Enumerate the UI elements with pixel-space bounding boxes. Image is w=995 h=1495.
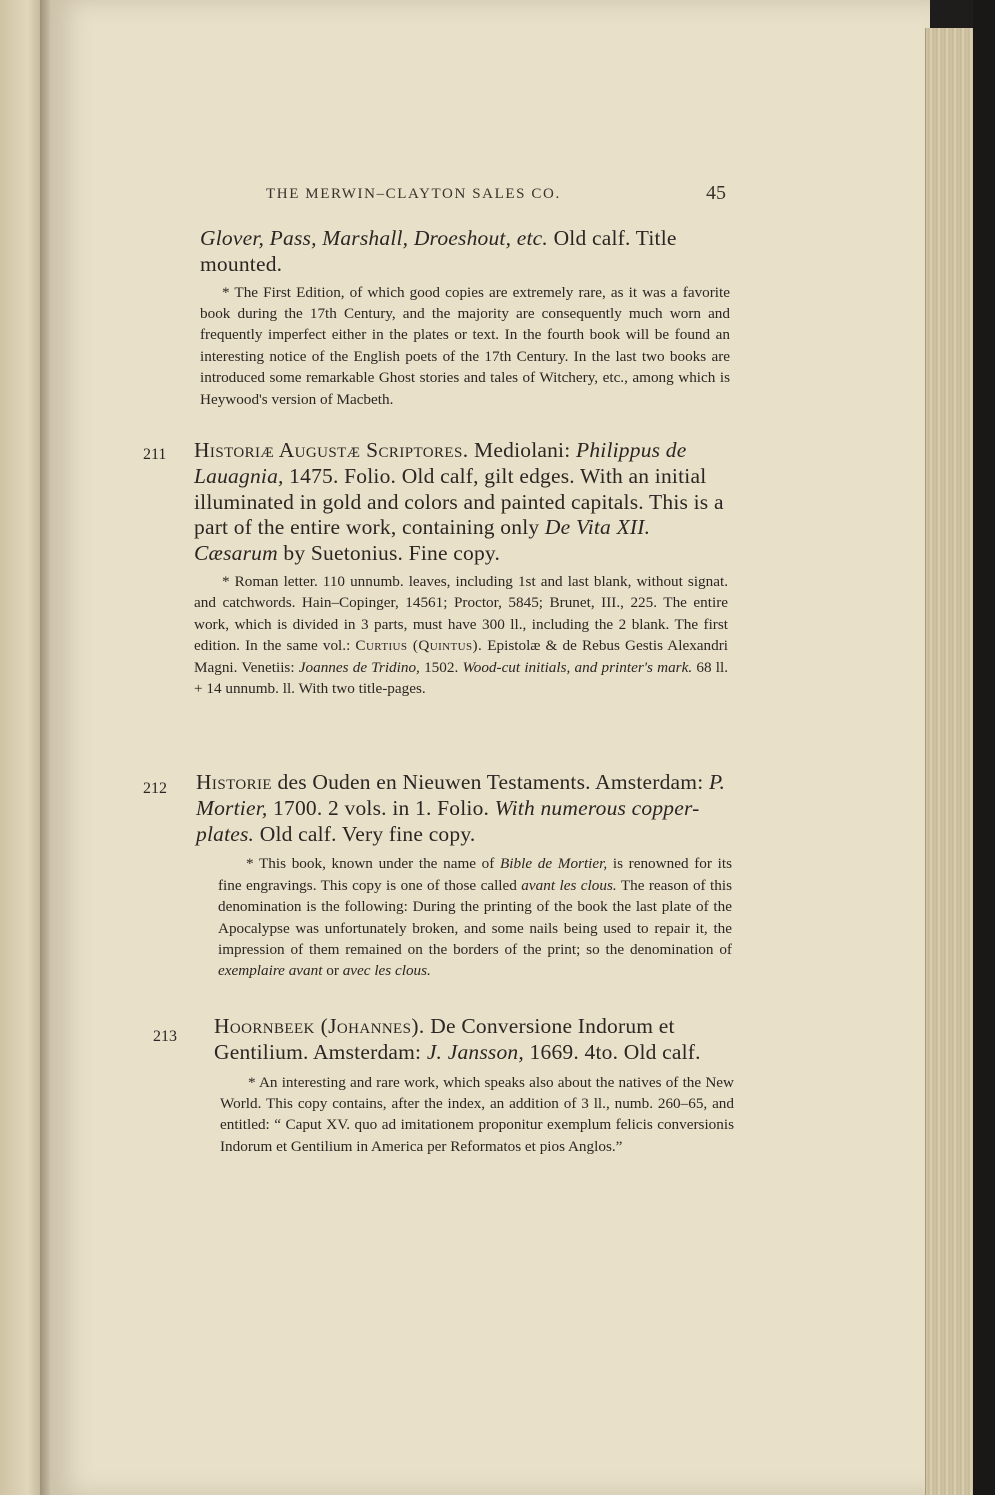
lot-213-number: 213 <box>153 1028 177 1045</box>
page-number: 45 <box>706 182 726 204</box>
lot-213-description: Hoornbeek (Johannes). De Conversione Indorum et Gentilium. Amsterdam: J. Jansson, 1669. 4to. Old calf. <box>214 1014 701 1064</box>
background-edge <box>973 0 995 1495</box>
lot-212 <box>196 770 732 982</box>
lot-210-continuation <box>200 226 730 410</box>
lot-212-number: 212 <box>143 780 167 797</box>
lot-211-number: 211 <box>143 446 167 463</box>
lot-212-note: * This book, known under the name of Bible de Mortier, is renowned for its fine engravings. This copy is one of those called avant les clous. The reason of this denomination is the following: During the printing of the book the last plate of the Apocalypse was unfortunately broken, and some nails being used to repair it, the impression of them remained on the borders of the print; so the denomination of exemplaire avant or avec les clous. <box>218 855 732 980</box>
lot-211-description: Historiæ Augustæ Scriptores. Mediolani: Philippus de Lauagnia, 1475. Folio. Old calf, gilt edges. With an initial illuminated in gold and colors and painted capitals. This is a part of the entire work, containing only De Vita XII. Cæsarum by Suetonius. Fine copy. <box>194 438 724 566</box>
book-page <box>50 0 930 1495</box>
lot-213-note: * An interesting and rare work, which speaks also about the natives of the New World. This copy contains, after the index, an addition of 3 ll., numb. 260–65, and entitled: “ Caput XV. quo ad imitationem proponitur exemplum felicis conversionis Indorum et Gentilium in America per Reformatos et pios Anglos.” <box>220 1073 734 1155</box>
lot-213 <box>214 1014 734 1157</box>
lot-210-description: Glover, Pass, Marshall, Droeshout, etc. Old calf. Title mounted. <box>200 226 677 276</box>
lot-210-note: * The First Edition, of which good copies are extremely rare, as it was a favorite book during the 17th Century, and the majority are consequently much worn and frequently imperfect either in the plates or text. In the fourth book will be found an interesting notice of the English poets of the 17th Century. In the last two books are introduced some remarkable Ghost stories and tales of Witchery, etc., among which is Heywood's version of Macbeth. <box>200 283 730 408</box>
running-head <box>266 182 726 204</box>
page-edges <box>925 28 974 1495</box>
lot-212-description: Historie des Ouden en Nieuwen Testaments. Amsterdam: P. Mortier, 1700. 2 vols. in 1. Folio. With numerous copper-plates. Old calf. Very fine copy. <box>196 770 726 846</box>
lot-211 <box>194 438 728 699</box>
running-head-title: THE MERWIN–CLAYTON SALES CO. <box>266 186 561 202</box>
lot-211-note: * Roman letter. 110 unnumb. leaves, including 1st and last blank, without signat. and catchwords. Hain–Copinger, 14561; Proctor, 5845; Brunet, III., 225. The entire work, which is divided in 3 parts, must have 300 ll., including the 2 blank. The first edition. In the same vol.: Curtius (Quintus). Epistolæ & de Rebus Gestis Alexandri Magni. Venetiis: Joannes de Tridino, 1502. Wood-cut initials, and printer's mark. 68 ll. + 14 unnumb. ll. With two title-pages. <box>194 572 729 698</box>
